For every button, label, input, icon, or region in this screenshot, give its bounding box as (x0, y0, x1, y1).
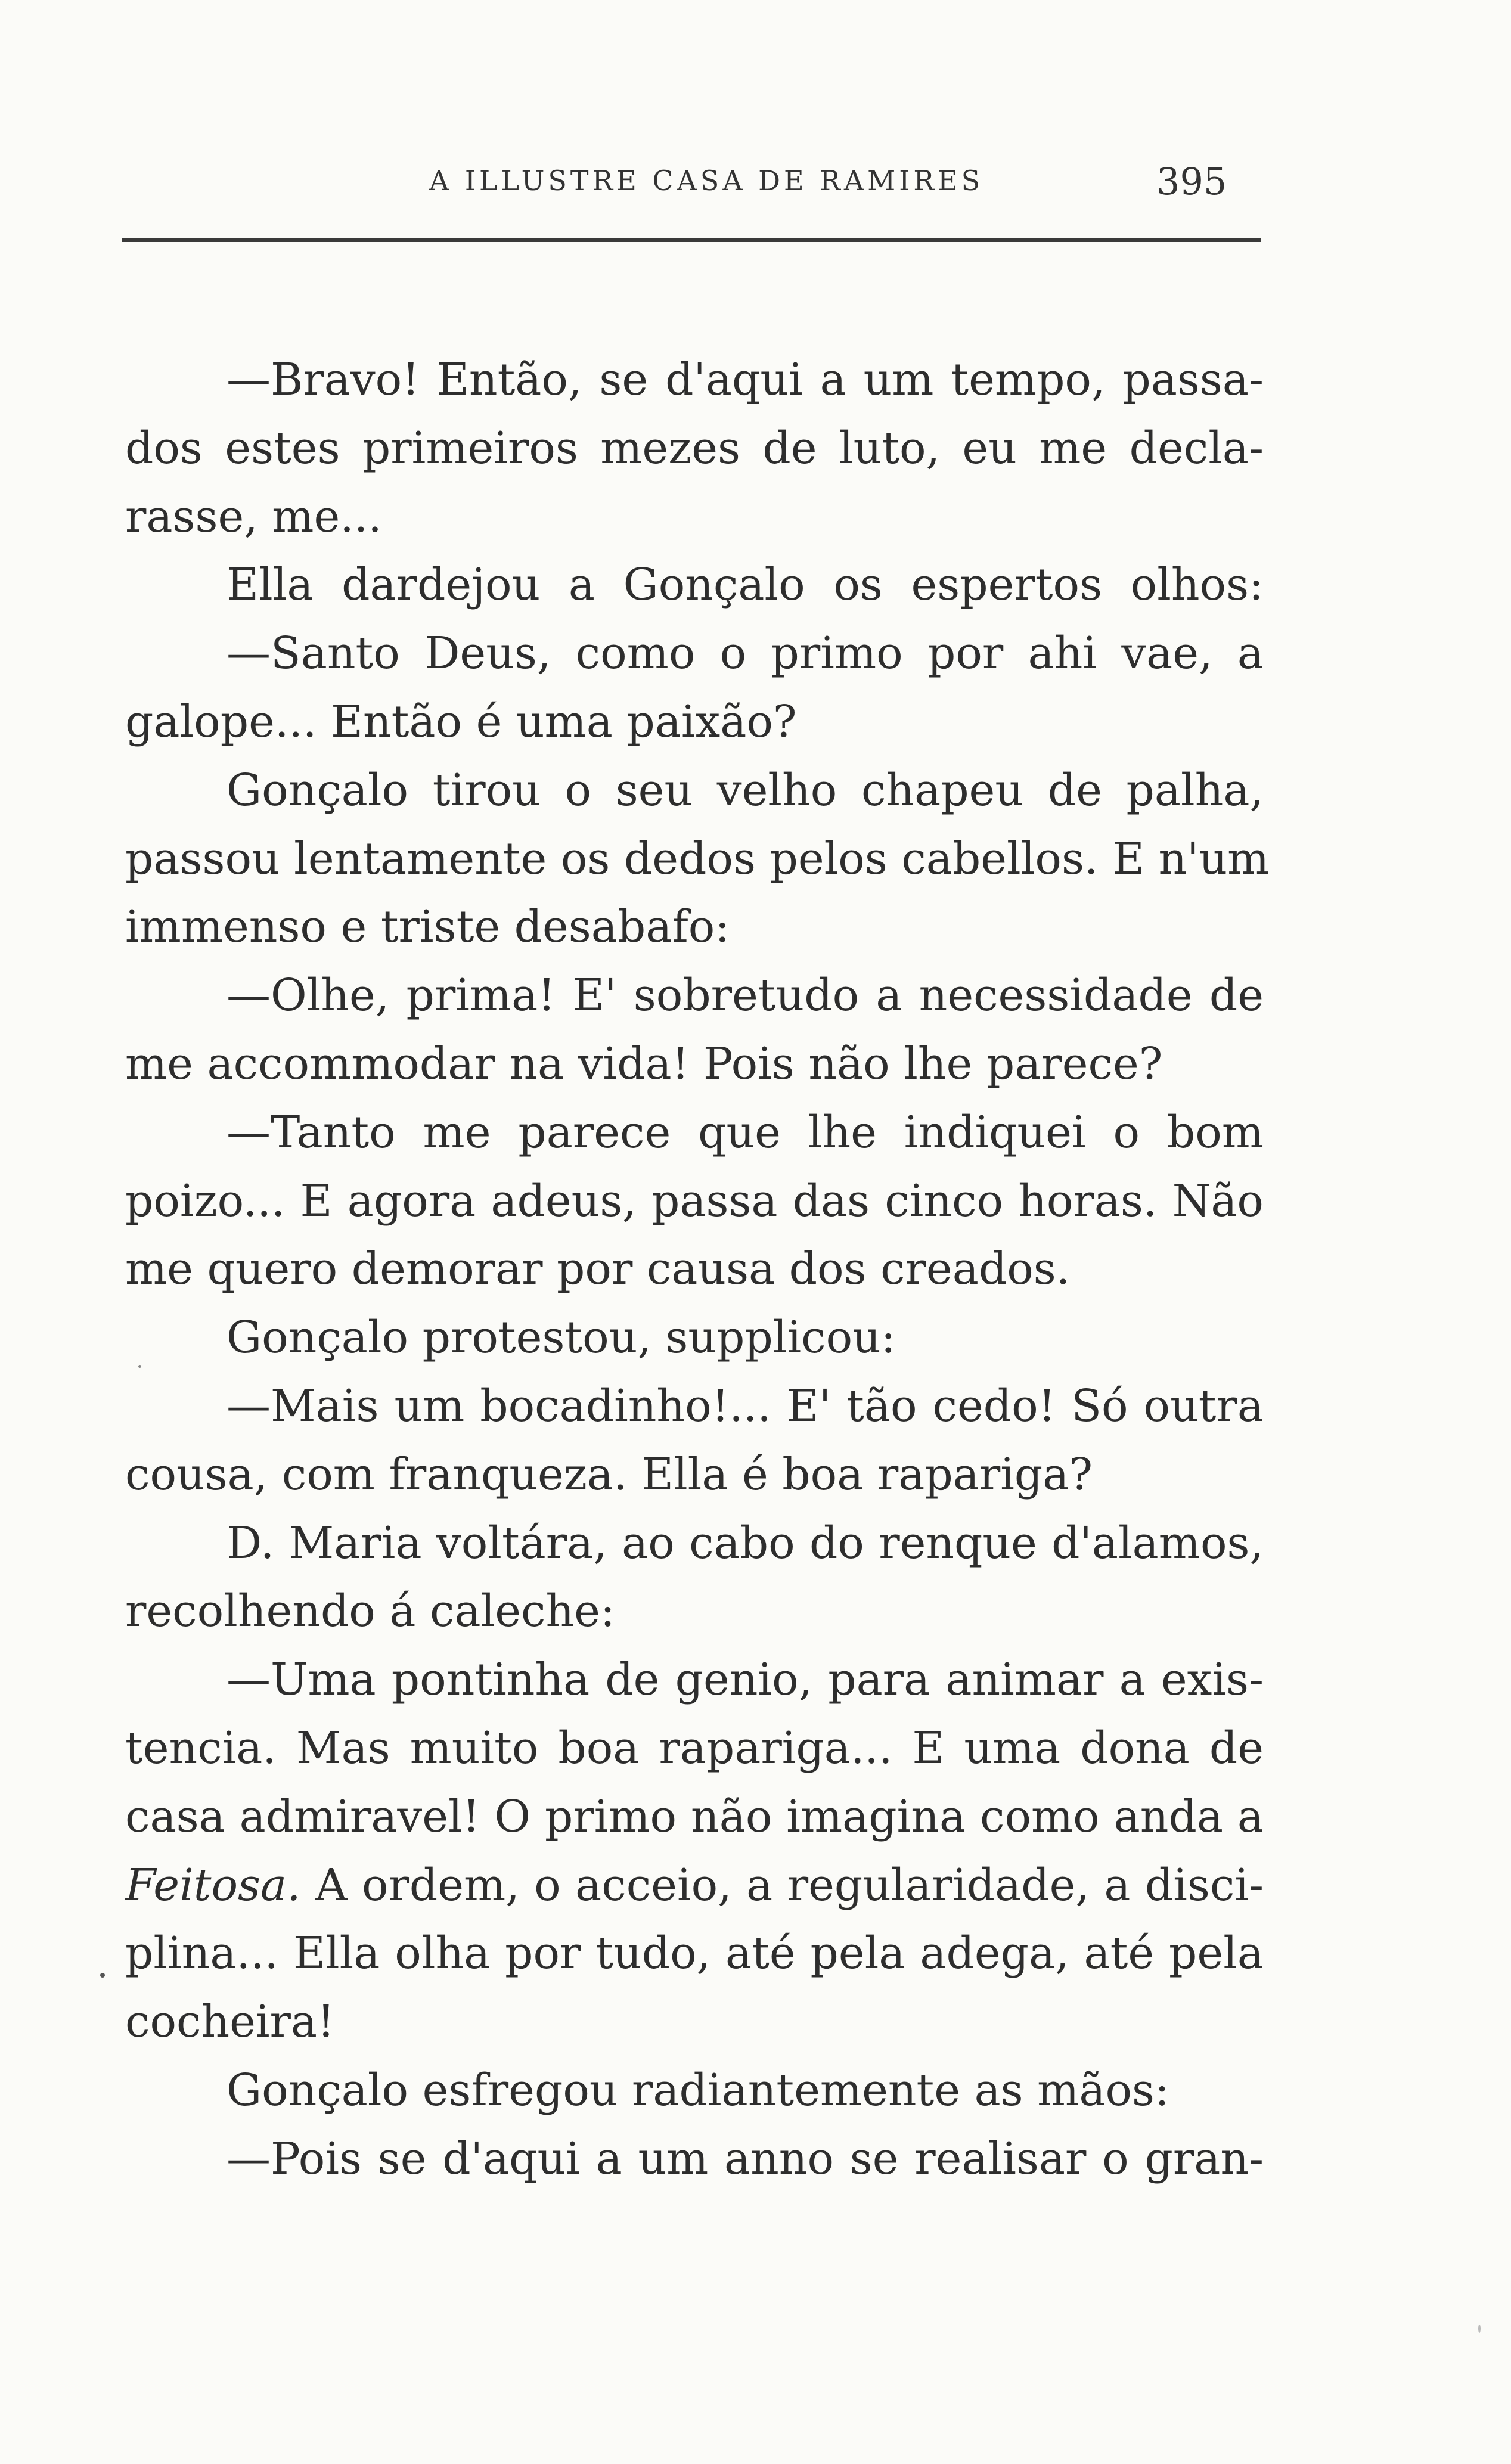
text-line-rest: A ordem, o acceio, a regularidade, a disci- (300, 1859, 1264, 1911)
text-line: casa admiravel! O primo não imagina como anda a (125, 1790, 1264, 1842)
italic-word: Feitosa. (125, 1859, 301, 1911)
text-line: —Santo Deus, como o primo por ahi vae, a (227, 628, 1264, 679)
text-line (125, 1851, 1264, 1920)
text-line: me accommodar na vida! Pois não lhe parece? (125, 1038, 1163, 1090)
running-head (125, 156, 1258, 210)
running-title: A ILLUSTRE CASA DE RAMIRES (429, 165, 984, 197)
text-line: Gonçalo esfregou radiantemente as mãos: (227, 2064, 1169, 2116)
text-line: poizo... E agora adeus, passa das cinco horas. Não (125, 1175, 1264, 1227)
text-line: —Bravo! Então, se d'aqui a um tempo, passa- (227, 354, 1264, 405)
text-line: —Pois se d'aqui a um anno se realisar o gran- (227, 2133, 1264, 2184)
paper-speck (100, 1973, 105, 1978)
text-line: rasse, me... (125, 491, 382, 542)
text-line: D. Maria voltára, ao cabo do renque d'alamos, (227, 1517, 1264, 1569)
text-line: Ella dardejou a Gonçalo os espertos olhos: (227, 559, 1264, 611)
text-line: passou lentamente os dedos pelos cabellos. E n'um (125, 833, 1270, 885)
text-line: Gonçalo protestou, supplicou: (227, 1312, 896, 1364)
text-line: cocheira! (125, 1996, 335, 2048)
text-line: galope... Então é uma paixão? (125, 696, 797, 747)
text-line: me quero demorar por causa dos creados. (125, 1243, 1071, 1295)
text-line: plina... Ella olha por tudo, até pela adega, até pela (125, 1928, 1264, 1979)
text-line: tencia. Mas muito boa rapariga... E uma dona de (125, 1722, 1264, 1774)
text-line: dos estes primeiros mezes de luto, eu me decla- (125, 422, 1264, 474)
page-number: 395 (1156, 160, 1227, 203)
text-line: immenso e triste desabafo: (125, 901, 730, 953)
text-line: recolhendo á caleche: (125, 1585, 615, 1637)
header-rule (122, 238, 1261, 242)
text-line: Gonçalo tirou o seu velho chapeu de palha, (227, 764, 1264, 816)
text-line: cousa, com franqueza. Ella é boa rapariga? (125, 1448, 1093, 1500)
paper-speck (138, 1365, 141, 1368)
text-line: —Mais um bocadinho!... E' tão cedo! Só outra (227, 1380, 1264, 1432)
body-text (125, 346, 1270, 2193)
text-line: —Olhe, prima! E' sobretudo a necessidade de (227, 970, 1264, 1022)
text-line: —Tanto me parece que lhe indiquei o bom (227, 1106, 1264, 1158)
paper-speck (1478, 2325, 1481, 2333)
text-line: —Uma pontinha de genio, para animar a exis- (227, 1654, 1264, 1706)
